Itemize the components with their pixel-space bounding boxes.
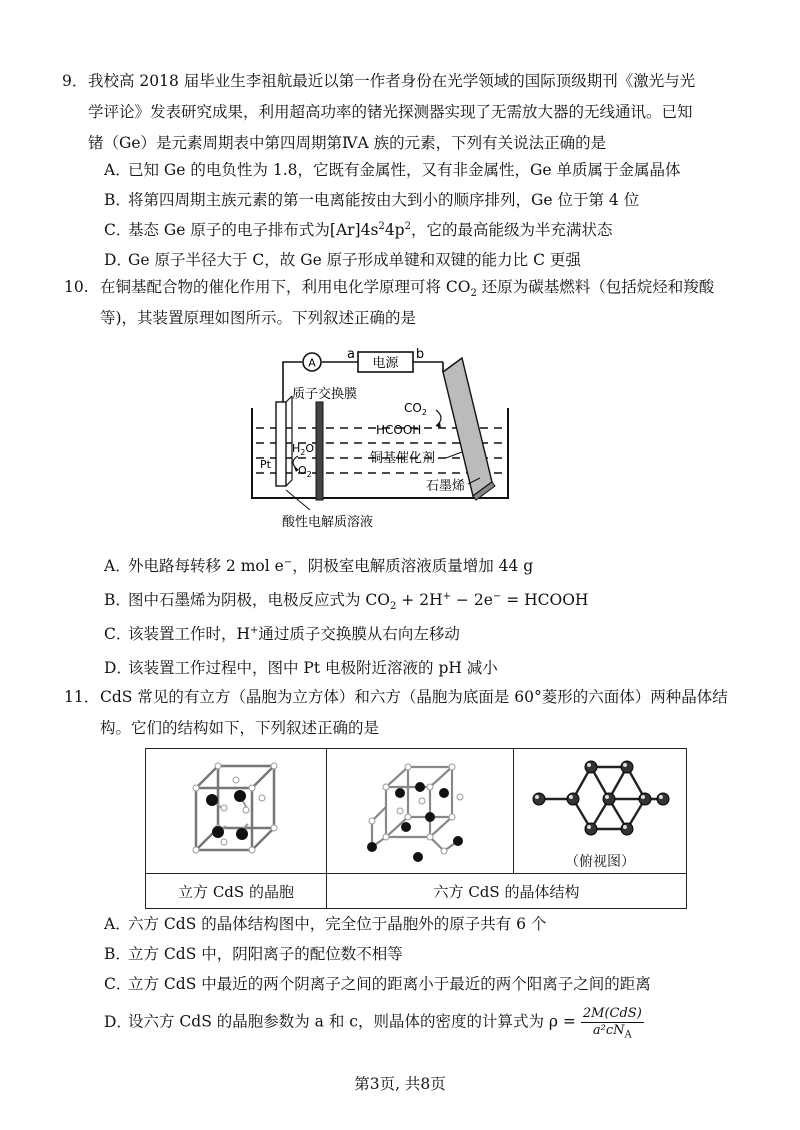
hcooh-label: HCOOH bbox=[376, 423, 422, 437]
question-stem: 在铜基配合物的催化作用下，利用电化学原理可将 CO bbox=[100, 278, 471, 296]
hexagonal-structure-figure bbox=[327, 749, 514, 874]
option-a[interactable]: A．已知 Ge 的电负性为 1.8，它既有金属性，又有非金属性，Ge 单质属于金属晶体 bbox=[104, 161, 681, 179]
graphene-electrode bbox=[443, 358, 492, 496]
question-10: 10. 在铜基配合物的催化作用下，利用电化学原理可将 $CO_2$ 还原为碳基燃料（包括烷烃和羧酸 等)，其装置原理如图所示。下列叙述正确的是 bbox=[64, 272, 736, 334]
question-stem: CdS 常见的有立方（晶胞为立方体）和六方（晶胞为底面是 60°菱形的六面体）两种晶体结 bbox=[100, 688, 728, 706]
question-stem: 构。它们的结构如下，下列叙述正确的是 bbox=[100, 719, 380, 737]
ammeter-label: A bbox=[308, 356, 316, 370]
question-stem: 锗（Ge）是元素周期表中第四周期第ⅣA 族的元素，下列有关说法正确的是 bbox=[88, 134, 607, 152]
terminal-a-label: a bbox=[347, 347, 355, 362]
crystal-structure-table bbox=[145, 748, 687, 909]
h2o-label: $H_2O$ bbox=[292, 442, 315, 457]
terminal-b-label: b bbox=[415, 347, 425, 362]
caption-cubic: 立方 CdS 的晶胞 bbox=[146, 874, 327, 909]
catalyst-label: 铜基催化剂 bbox=[370, 451, 436, 466]
density-formula: $\frac{\text{2M(CdS)}}{a^2cN_A}$ bbox=[582, 1006, 642, 1041]
power-label: 电源 bbox=[372, 356, 399, 371]
option-d[interactable]: D．设六方 CdS 的晶胞参数为 a 和 c，则晶体的密度的计算式为 ρ = $\frac{\text{2M(CdS)}}{a^2cN_A}$ bbox=[104, 1006, 642, 1041]
top-view-caption: （俯视图） bbox=[565, 854, 635, 870]
option-a[interactable]: A．外电路每转移 2 mol e−，阴极室电解质溶液质量增加 44 g bbox=[104, 556, 534, 575]
electrolyte-label: 酸性电解质溶液 bbox=[282, 515, 374, 530]
proton-membrane bbox=[316, 402, 323, 500]
caption-hexagonal: 六方 CdS 的晶体结构 bbox=[327, 874, 687, 909]
option-b[interactable]: B．图中石墨烯为阴极，电极反应式为 $CO_2 + 2H^+ - 2e^-$ = HCOOH bbox=[104, 590, 589, 613]
option-c[interactable]: C．立方 CdS 中最近的两个阴离子之间的距离小于最近的两个阳离子之间的距离 bbox=[104, 975, 651, 993]
pt-label: Pt bbox=[260, 458, 271, 471]
question-stem: 等)，其装置原理如图所示。下列叙述正确的是 bbox=[100, 309, 417, 327]
option-c[interactable]: C．基态 Ge 原子的电子排布式为$[Ar]4s^24p^2$，它的最高能级为半充满状态 bbox=[104, 220, 613, 239]
graphene-label: 石墨烯 bbox=[426, 479, 466, 494]
question-number: 10. bbox=[64, 278, 89, 296]
question-stem: 我校高 2018 届毕业生李祖航最近以第一作者身份在光学领域的国际顶级期刊《激光与光 bbox=[88, 72, 696, 90]
option-a[interactable]: A．六方 CdS 的晶体结构图中，完全位于晶胞外的原子共有 6 个 bbox=[104, 915, 547, 933]
question-number: 9． bbox=[62, 72, 88, 90]
question-number: 11． bbox=[64, 688, 100, 706]
co2-label: $CO_2$ bbox=[404, 401, 427, 417]
membrane-label: 质子交换膜 bbox=[292, 387, 358, 402]
option-c[interactable]: C．该装置工作时，H+通过质子交换膜从右向左移动 bbox=[104, 624, 460, 643]
option-b[interactable]: B．将第四周期主族元素的第一电离能按由大到小的顺序排列，Ge 位于第 4 位 bbox=[104, 191, 640, 209]
question-11 bbox=[64, 682, 736, 744]
cubic-cell-figure bbox=[146, 749, 327, 874]
option-d[interactable]: D．该装置工作过程中，图中 Pt 电极附近溶液的 pH 减小 bbox=[104, 659, 498, 677]
electrolysis-diagram bbox=[240, 340, 530, 539]
o2-label: $O_2$ bbox=[298, 464, 312, 479]
question-9 bbox=[62, 66, 748, 159]
page-footer: 第3页, 共8页 bbox=[354, 1075, 446, 1093]
hexagonal-top-view-figure bbox=[514, 749, 687, 874]
option-b[interactable]: B．立方 CdS 中，阴阳离子的配位数不相等 bbox=[104, 945, 403, 963]
question-stem: 学评论》发表研究成果，利用超高功率的锗光探测器实现了无需放大器的无线通讯。已知 bbox=[88, 103, 693, 121]
option-d[interactable]: D．Ge 原子半径大于 C，故 Ge 原子形成单键和双键的能力比 C 更强 bbox=[104, 251, 581, 269]
pt-electrode bbox=[276, 402, 286, 486]
